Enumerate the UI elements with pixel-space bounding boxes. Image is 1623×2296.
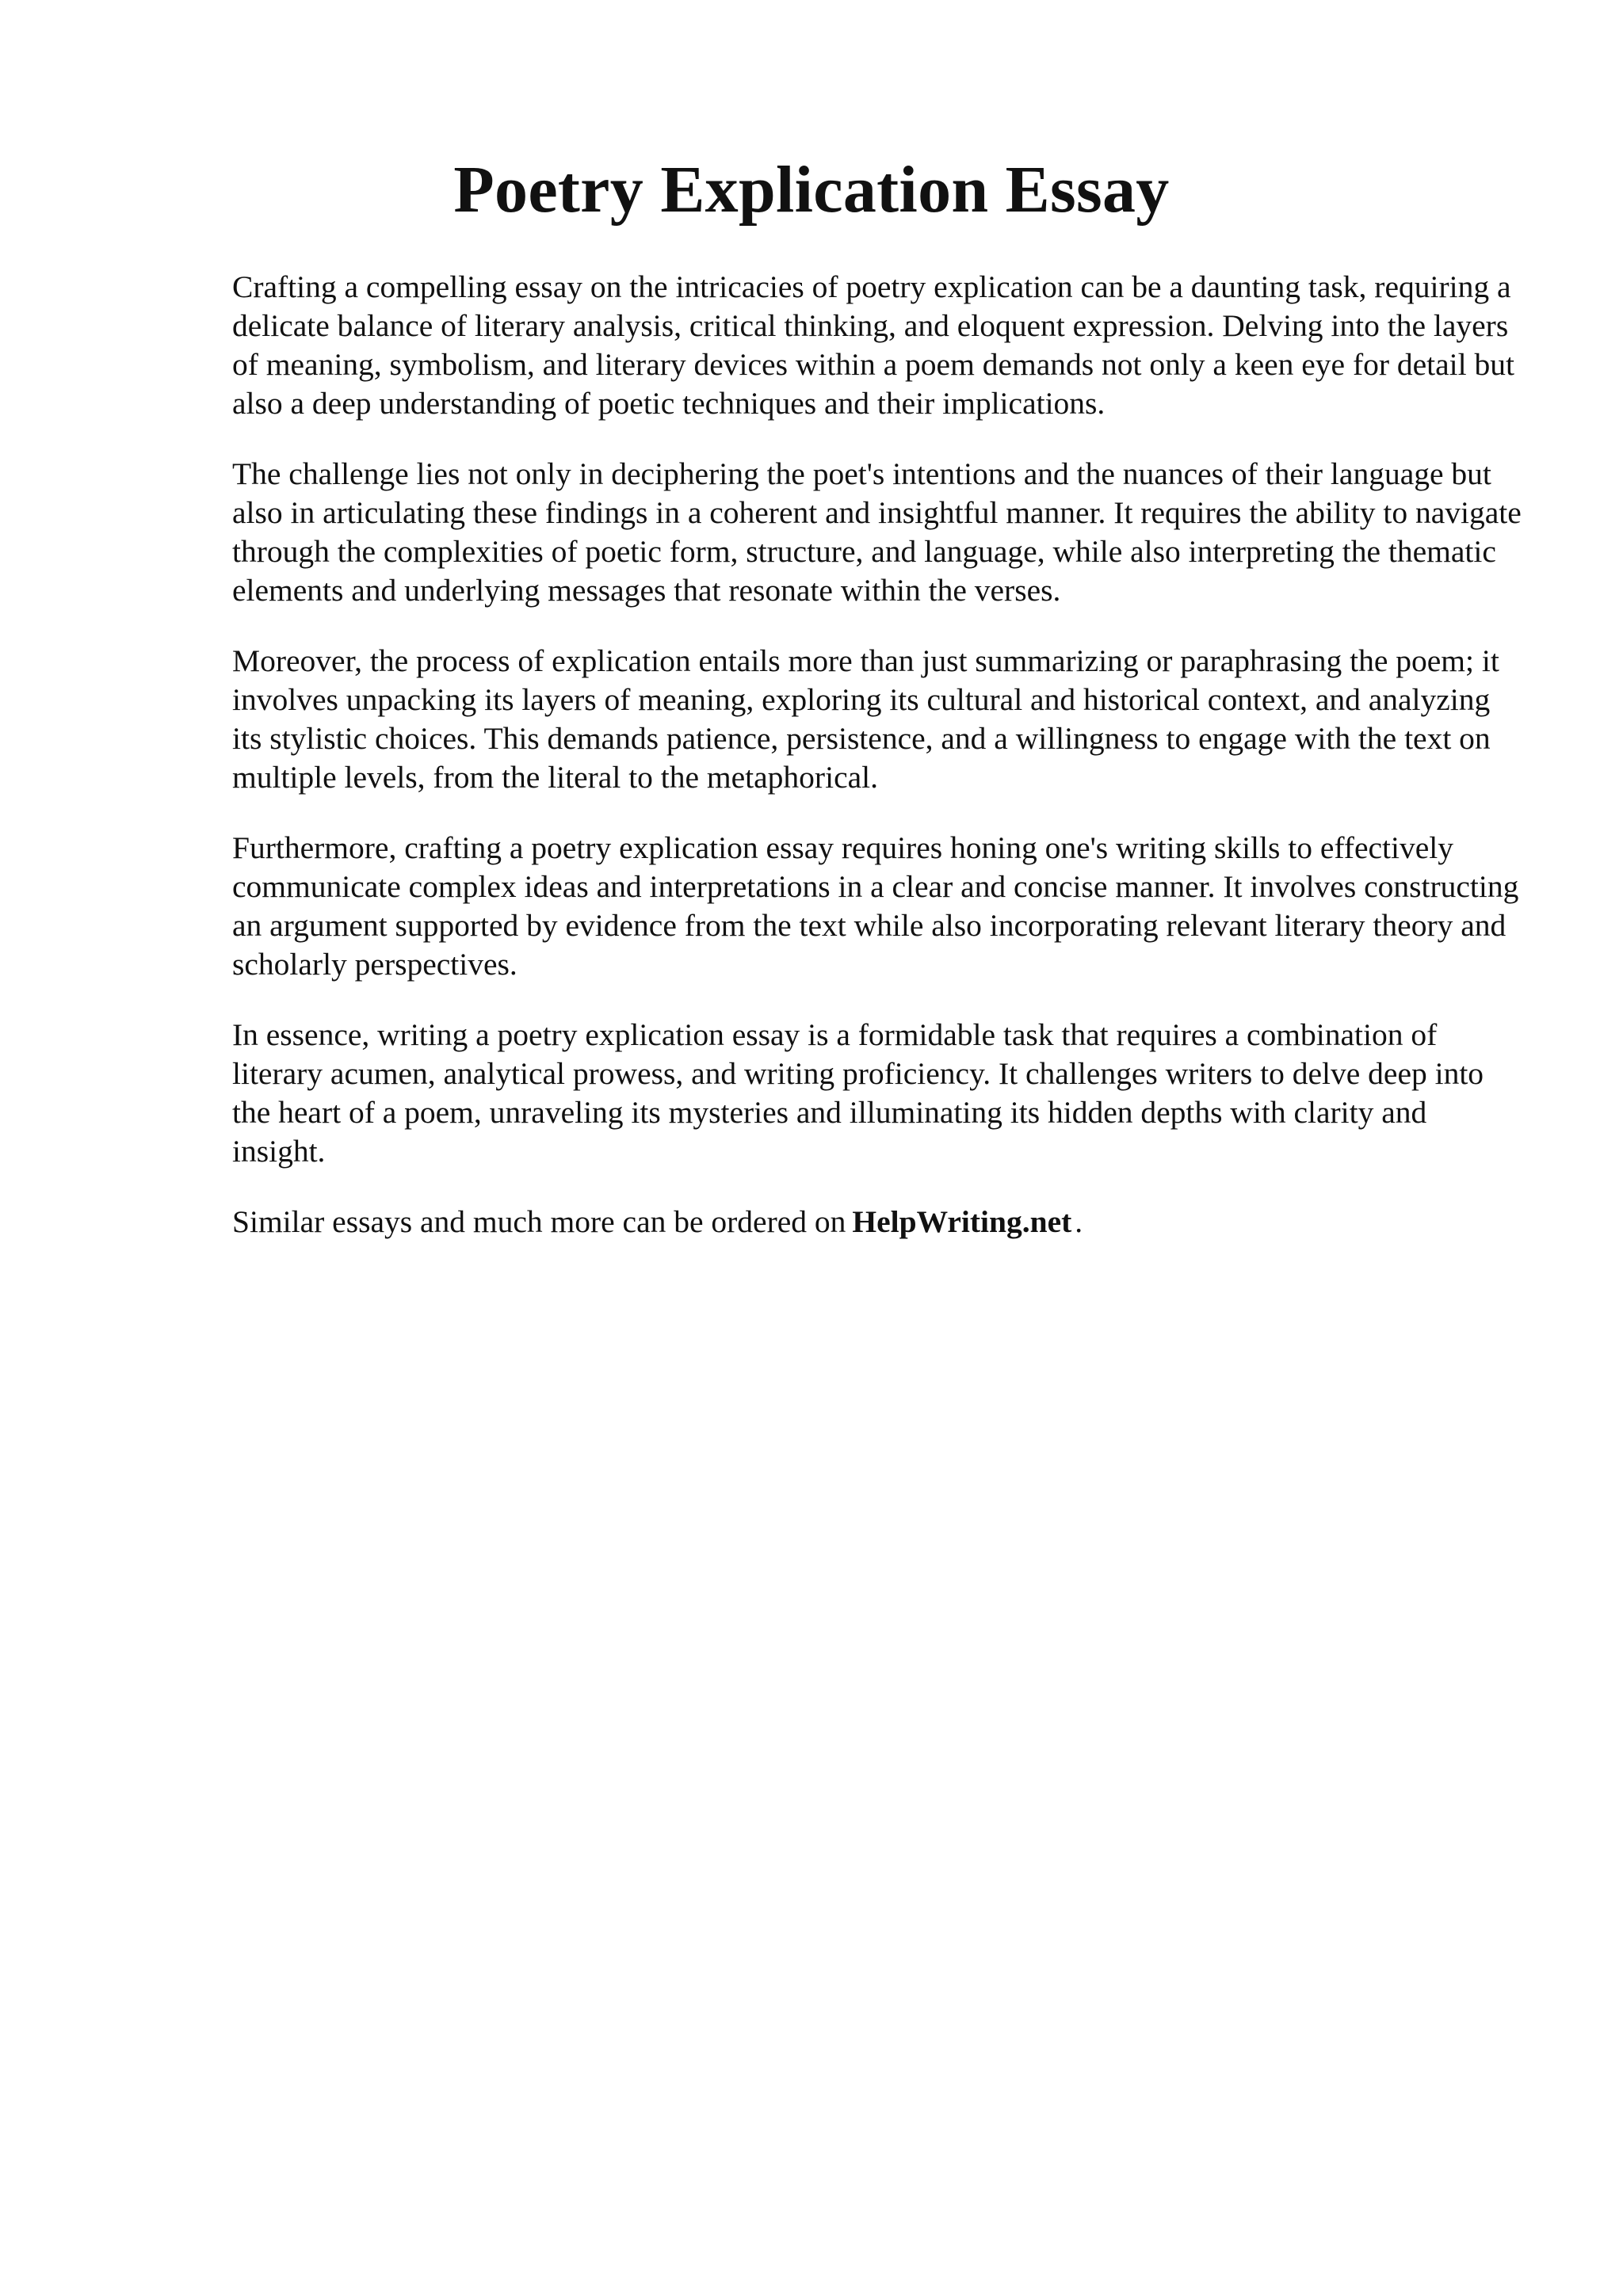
paragraph-3: Moreover, the process of explication entails more than just summarizing or paraphrasing the poem; it involves unpacking its layers of meaning, exploring its cultural and historical context, and analyzing its stylistic choices. This demands patience, persistence, and a willingness to engage with the text on multiple levels, from the literal to the metaphorical.	[232, 643, 1499, 795]
paragraph-1: Crafting a compelling essay on the intricacies of poetry explication can be a daunting task, requiring a delicate balance of literary analysis, critical thinking, and eloquent expression. Delving into the layers of meaning, symbolism, and literary devices within a poem demands not only a keen eye for detail but also a deep understanding of poetic techniques and their implications.	[232, 269, 1514, 421]
essay-body	[232, 268, 1526, 1273]
paragraph-4: Furthermore, crafting a poetry explication essay requires honing one's writing skills to effectively communicate complex ideas and interpretations in a clear and concise manner. It involves constructing an argument supported by evidence from the text while also incorporating relevant literary theory and scholarly perspectives.	[232, 830, 1519, 982]
footer-period: .	[1075, 1204, 1083, 1239]
brand-link[interactable]: HelpWriting.net	[852, 1204, 1072, 1239]
footer-text: Similar essays and much more can be ordered on	[232, 1204, 846, 1239]
paragraph-2: The challenge lies not only in deciphering the poet's intentions and the nuances of their language but also in articulating these findings in a coherent and insightful manner. It requires the ability to navigate through the complexities of poetic form, structure, and language, while also interpreting the thematic elements and underlying messages that resonate within the verses.	[232, 456, 1522, 608]
paragraph-5: In essence, writing a poetry explication essay is a formidable task that requires a combination of literary acumen, analytical prowess, and writing proficiency. It challenges writers to delve deep into the heart of a poem, unraveling its mysteries and illuminating its hidden depths with clarity and insight.	[232, 1017, 1484, 1169]
footer-line	[232, 1203, 1526, 1241]
page-title: Poetry Explication Essay	[453, 153, 1170, 227]
